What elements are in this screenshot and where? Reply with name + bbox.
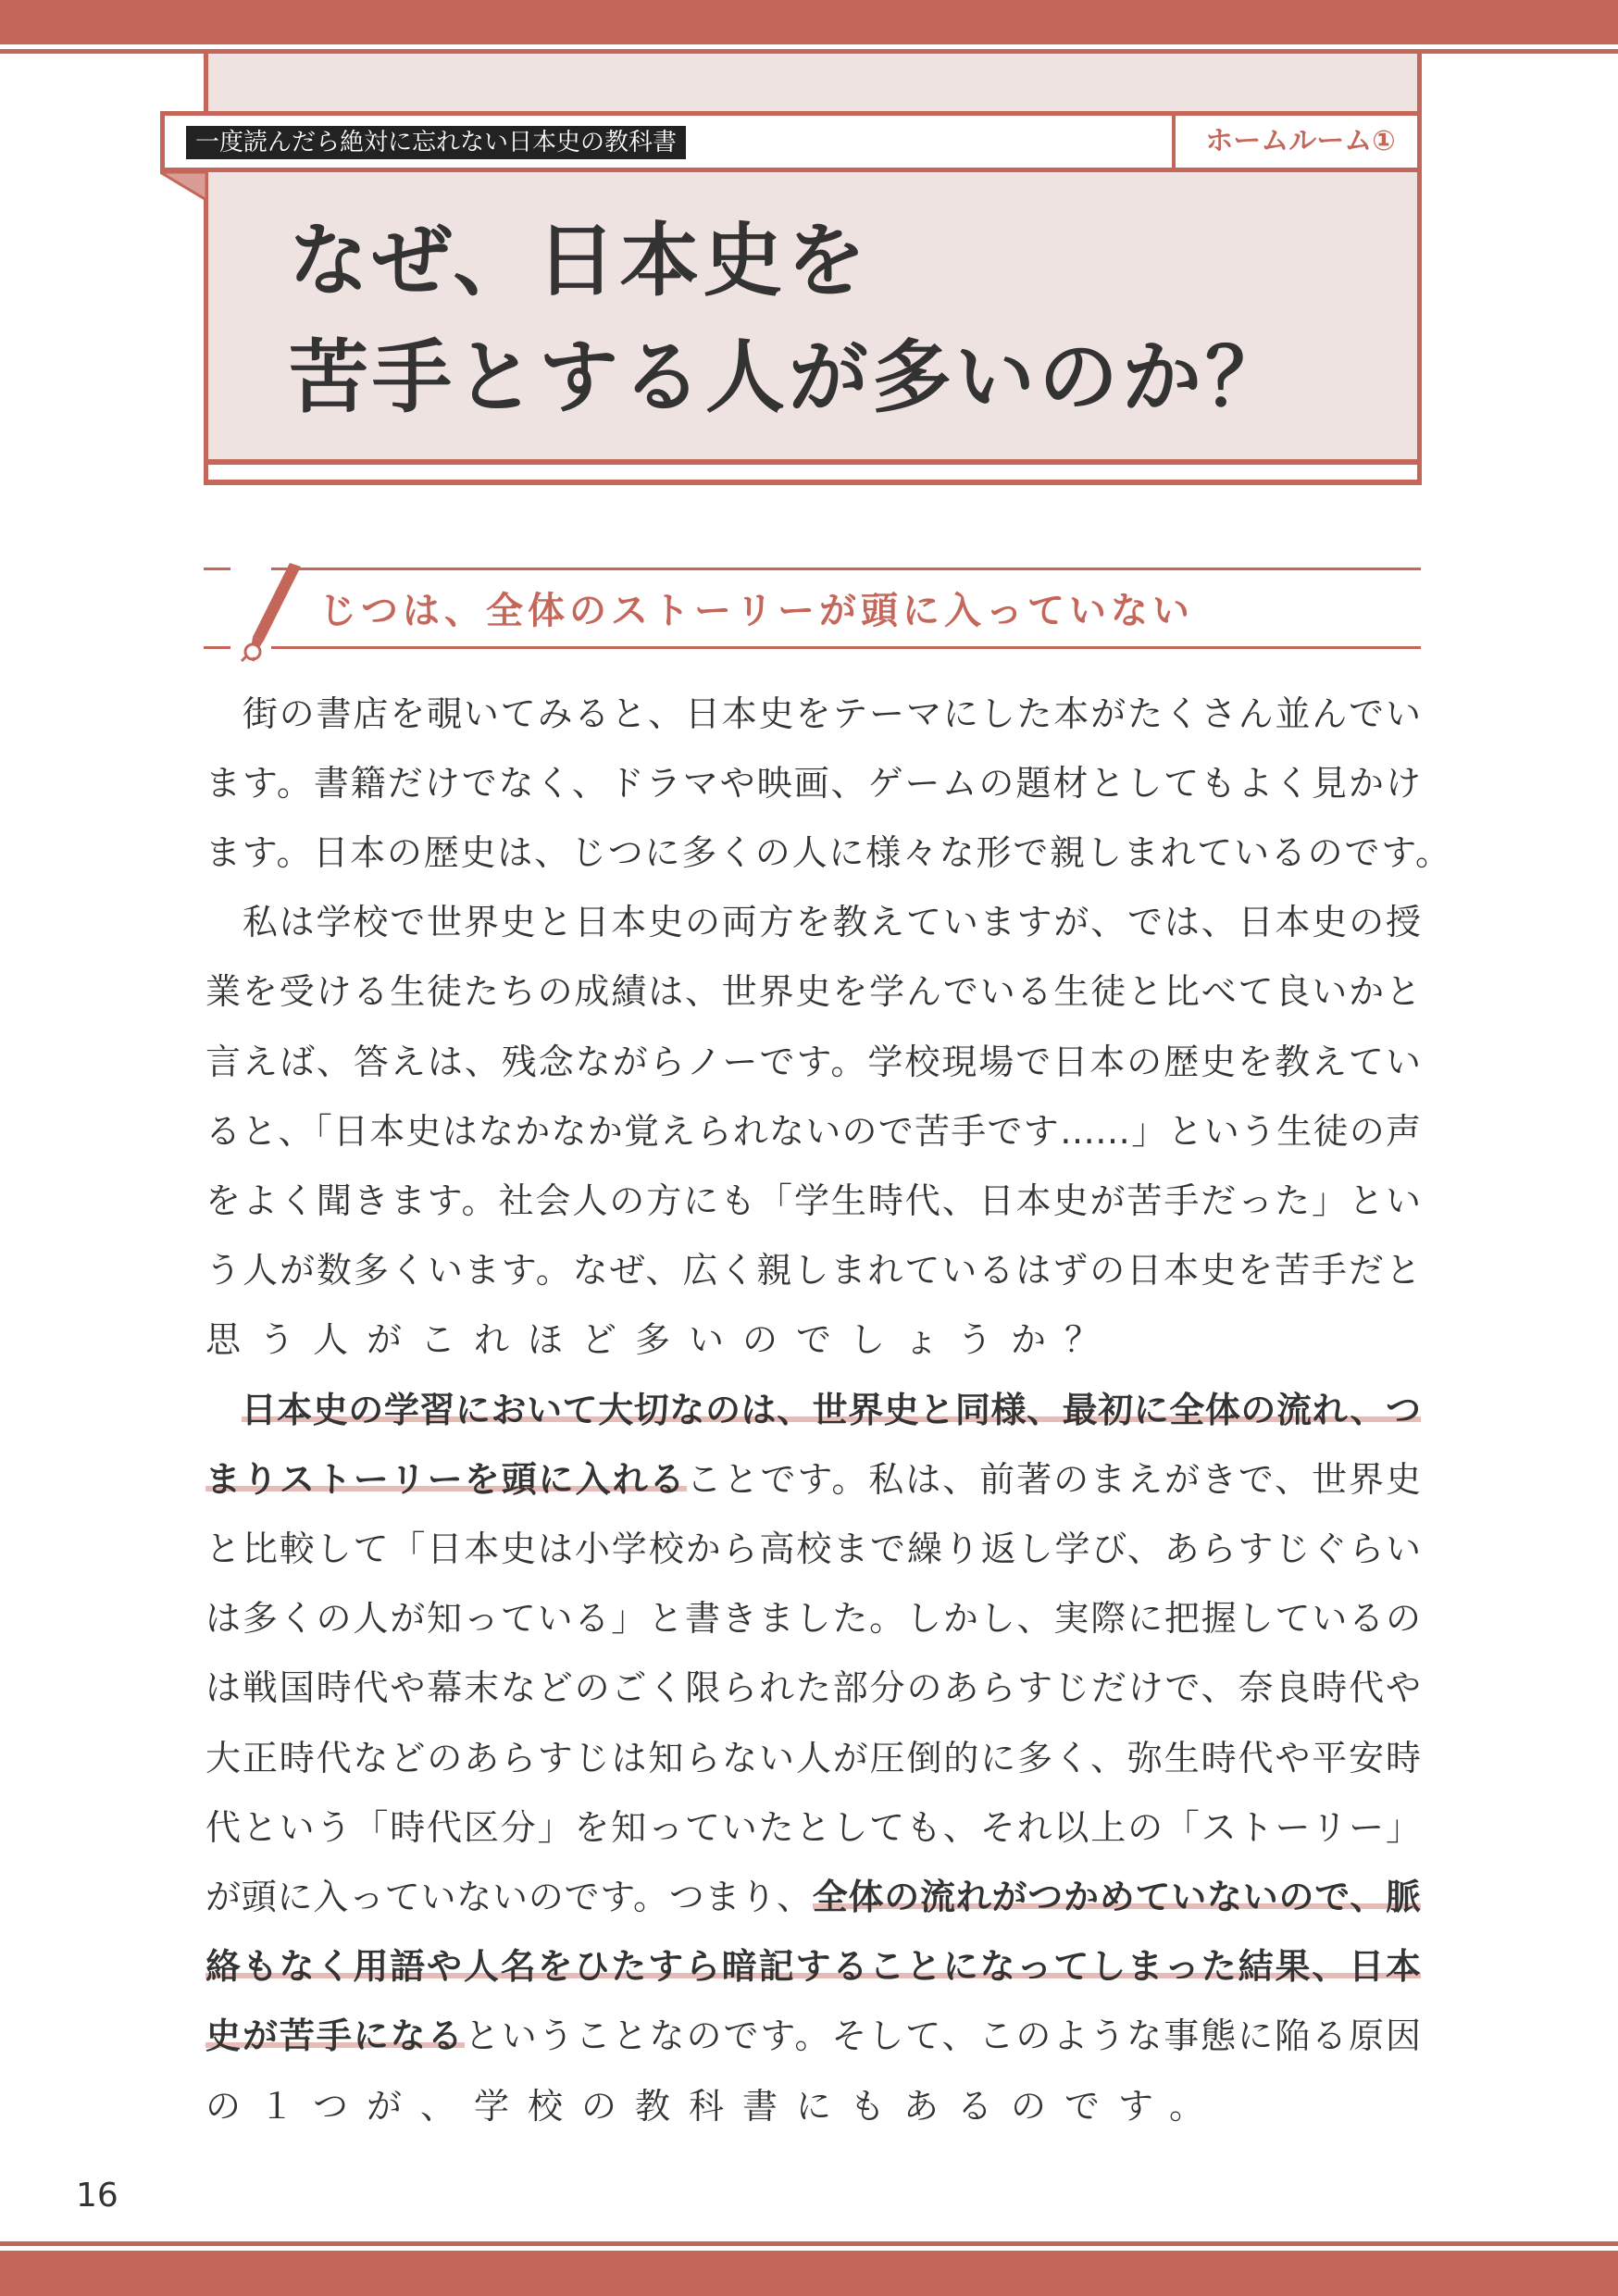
section-heading: じつは、全体のストーリーが頭に入っていない: [319, 590, 1194, 632]
body-text: [205, 1390, 242, 1430]
body-line: [205, 1863, 1421, 1932]
body-line: [205, 1515, 1421, 1584]
section-rule-bottom: [204, 646, 1421, 649]
body-text: 代という「時代区分」を知っていたとしても、それ以上の「ストーリー」: [205, 1807, 1421, 1848]
body-line: [205, 2072, 1421, 2141]
emphasized-text: 史が苦手になる: [205, 2015, 465, 2056]
body-line: [205, 1584, 1421, 1653]
page-number: 16: [76, 2177, 118, 2215]
body-line: [205, 1445, 1421, 1515]
body-text: 大正時代などのあらすじは知らない人が圧倒的に多く、弥生時代や平安時: [205, 1738, 1421, 1778]
pencil-icon: [218, 555, 310, 662]
body-line: [205, 888, 1421, 957]
body-text: は多くの人が知っている」と書きました。しかし、実際に把握しているの: [205, 1598, 1421, 1639]
emphasized-text: 全体の流れがつかめていないので、脈: [812, 1877, 1421, 1917]
body-line: [205, 1793, 1421, 1863]
body-line: [205, 1167, 1421, 1236]
body-text: 思う人がこれほど多いのでしょうか？: [205, 1319, 1119, 1360]
body-text: 私は学校で世界史と日本史の両方を教えていますが、では、日本史の授: [205, 902, 1421, 942]
emphasized-text: 日本史の学習において大切なのは、世界史と同様、最初に全体の流れ、つ: [241, 1390, 1421, 1430]
body-text: 街の書店を覗いてみると、日本史をテーマにした本がたくさん並んでい: [205, 693, 1421, 734]
book-title-label: 一度読んだら絶対に忘れない日本史の教科書: [186, 126, 686, 159]
body-line: [205, 2002, 1421, 2071]
emphasized-text: 絡もなく用語や人名をひたすら暗記することになってしまった結果、日本: [205, 1946, 1421, 1987]
chapter-label: ホームルーム①: [1205, 125, 1396, 157]
bottom-band: [0, 2251, 1618, 2296]
body-line: [205, 957, 1421, 1027]
body-line: [205, 1932, 1421, 2002]
body-text: と比較して「日本史は小学校から高校まで繰り返し学び、あらすじぐらい: [205, 1529, 1421, 1569]
body-line: [205, 680, 1421, 749]
body-line: [205, 749, 1421, 818]
body-text: ということなのです。そして、このような事態に陥る原因: [464, 2015, 1421, 2056]
body-text: ると、「日本史はなかなか覚えられないので苦手です……」という生徒の声: [205, 1111, 1421, 1152]
body-line: [205, 1724, 1421, 1793]
body-text: 言えば、答えは、残念ながらノーです。学校現場で日本の歴史を教えてい: [205, 1042, 1421, 1082]
body-text: をよく聞きます。社会人の方にも「学生時代、日本史が苦手だった」とい: [205, 1180, 1421, 1221]
emphasized-text: まりストーリーを頭に入れる: [205, 1459, 687, 1500]
body-text: ことです。私は、前著のまえがきで、世界史: [686, 1459, 1421, 1500]
title-box-top: [204, 54, 1422, 113]
section-rule-top: [204, 568, 1421, 570]
body-line: [205, 1236, 1421, 1305]
body-text: 業を受ける生徒たちの成績は、世界史を学んでいる生徒と比べて良いかと: [205, 971, 1421, 1012]
label-divider: [1172, 116, 1176, 168]
page-title-line-1: なぜ、日本史を: [289, 215, 870, 307]
body-text: の１つが、学校の教科書にもあるのです。: [205, 2086, 1223, 2127]
body-text: ます。書籍だけでなく、ドラマや映画、ゲームの題材としてもよく見かけ: [205, 763, 1421, 804]
body-line: [205, 1097, 1421, 1167]
page-title-line-2: 苦手とする人が多いのか？: [289, 331, 1288, 424]
bottom-rule: [0, 2241, 1618, 2246]
title-box-bottom-strip: [204, 465, 1422, 485]
top-band: [0, 0, 1618, 44]
fold-corner-icon: [160, 172, 208, 202]
body-line: [205, 818, 1450, 888]
body-line: [205, 1653, 1421, 1723]
body-text: う人が数多くいます。なぜ、広く親しまれているはずの日本史を苦手だと: [205, 1250, 1421, 1291]
body-text: ます。日本の歴史は、じつに多くの人に様々な形で親しまれているのです。: [205, 832, 1450, 873]
body-line: [205, 1028, 1421, 1097]
body-line: [205, 1376, 1421, 1445]
body-text: は戦国時代や幕末などのごく限られた部分のあらすじだけで、奈良時代や: [205, 1667, 1421, 1708]
body-line: [205, 1305, 1421, 1375]
body-text: が頭に入っていないのです。つまり、: [205, 1877, 813, 1917]
